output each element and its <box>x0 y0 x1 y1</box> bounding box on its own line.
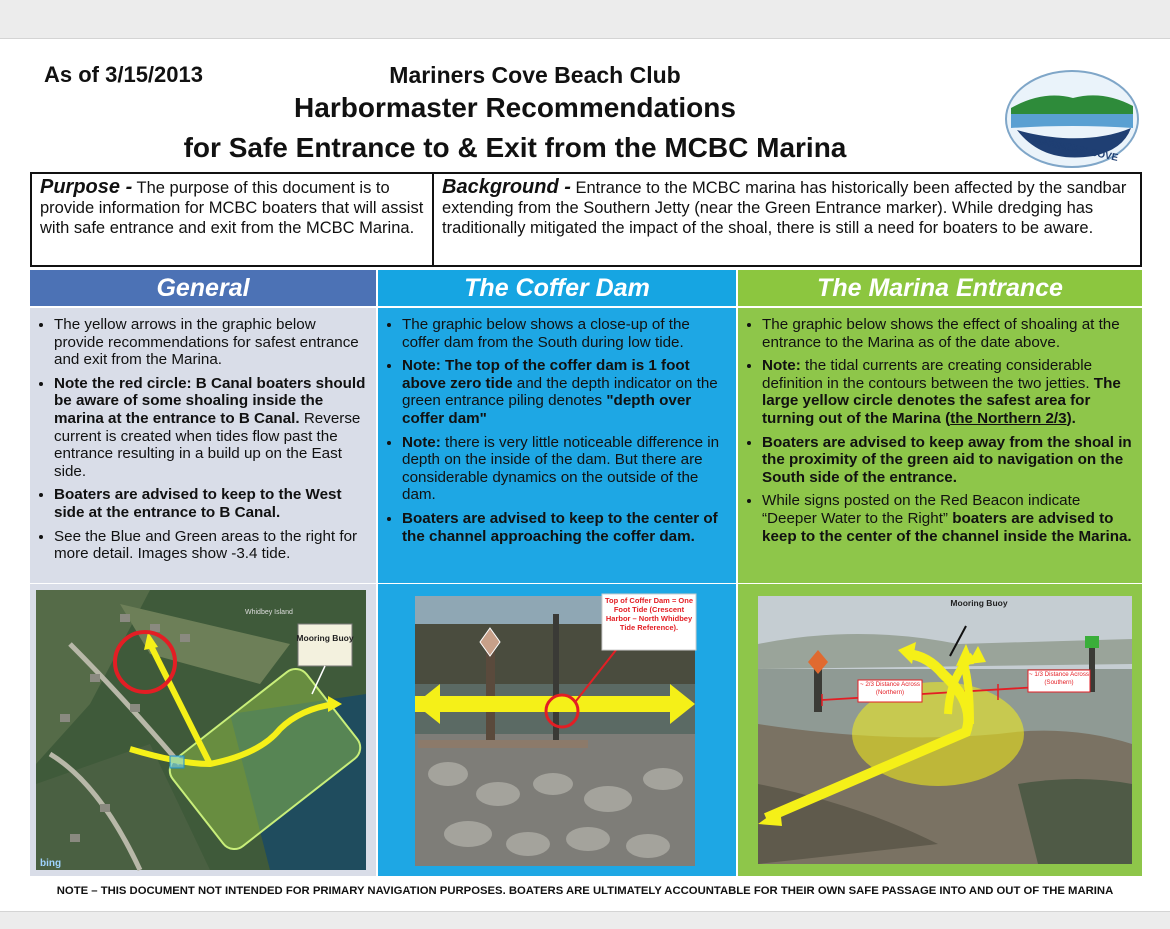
disclaimer-footer: NOTE – THIS DOCUMENT NOT INTENDED FOR PRIMARY NAVIGATION PURPOSES. BOATERS ARE ULTIMATELY ACCOUNTABLE FOR THEIR OWN SAFE PASSAGE INTO AND OUT OF THE MARINA <box>56 885 1114 897</box>
list-item: • Boaters are advised to keep to the center of the channel approaching the coffer dam. <box>402 510 726 545</box>
purpose-label: Purpose - <box>40 176 133 198</box>
list-item: • Boaters are advised to keep away from the shoal in the proximity of the green aid to navigation on the South side of the entrance. <box>762 434 1132 487</box>
title-club: Mariners Cove Beach Club <box>389 62 681 88</box>
logo-text: MARINERS' COVE <box>1031 135 1120 164</box>
coffer-dam-image <box>378 584 736 876</box>
list-item: • Note: the tidal currents are creating considerable definition in the contours between the two jetties. The large yellow circle denotes the safest area for turning out of the Marina (the Northern 2/3). <box>762 357 1132 427</box>
marina-entrance-image <box>738 584 1142 876</box>
mooring-buoy-label: Mooring Buoy <box>950 598 1008 608</box>
northern-distance-label: ~ 2/3 Distance Across (Northern) <box>859 681 920 696</box>
marina-entrance-header: The Marina Entrance <box>738 270 1142 306</box>
aerial-map-image <box>30 584 376 876</box>
list-item: • The graphic below shows a close-up of the coffer dam from the South during low tide. <box>402 316 726 351</box>
background-label: Background - <box>442 176 571 198</box>
title-recommendations: Harbormaster Recommendations <box>294 92 736 123</box>
mooring-buoy-label: Mooring Buoy <box>296 633 354 643</box>
general-body <box>30 308 376 583</box>
list-item: • While signs posted on the Red Beacon indicate “Deeper Water to the Right” boaters are advised to keep to the center of the channel inside the Marina. <box>762 492 1132 545</box>
general-header: General <box>30 270 376 306</box>
list-item: • The yellow arrows in the graphic below provide recommendations for safest entrance and exit from the Marina. <box>54 316 366 369</box>
southern-distance-label: ~ 1/3 Distance Across (Southern) <box>1029 671 1089 686</box>
list-item: • See the Blue and Green areas to the right for more detail. Images show -3.4 tide. <box>54 528 366 563</box>
list-item: • Note: The top of the coffer dam is 1 foot above zero tide and the depth indicator on the green entrance piling denotes "depth over coffer dam" <box>402 357 726 427</box>
coffer-dam-header: The Coffer Dam <box>378 270 736 306</box>
coffer-dam-callout: Top of Coffer Dam = One Foot Tide (Crescent Harbor – North Whidbey Tide Reference). <box>605 596 693 632</box>
purpose-text: The purpose of this document is to provide information for MCBC boaters that will assist with safe entrance and exit from the MCBC Marina. <box>40 179 424 237</box>
marina-entrance-body <box>738 308 1142 583</box>
coffer-dam-body <box>378 308 736 583</box>
date-label: As of 3/15/2013 <box>44 62 203 87</box>
background-box <box>434 172 1142 267</box>
bing-watermark: bing <box>40 858 62 869</box>
list-item: • Note the red circle: B Canal boaters should be aware of some shoaling inside the marina at the entrance to B Canal. Reverse current is created when tides flow past the entrance resulting in a build up on the East side. <box>54 375 366 481</box>
list-item: • Boaters are advised to keep to the West side at the entrance to B Canal. <box>54 486 366 521</box>
list-item: • The graphic below shows the effect of shoaling at the entrance to the Marina as of the date above. <box>762 316 1132 351</box>
title-subtitle: for Safe Entrance to & Exit from the MCBC Marina <box>183 132 847 163</box>
list-item: • Note: there is very little noticeable difference in depth on the inside of the dam. But there are considerable dynamics on the outside of the dam. <box>402 434 726 504</box>
mariners-cove-logo <box>1003 68 1141 170</box>
background-text: Entrance to the MCBC marina has historically been affected by the sandbar extending from the Southern Jetty (near the Green Entrance marker). While dredging has traditionally mitigated the impact of the shoal, there is still a need for boaters to be aware. <box>442 179 1127 237</box>
map-place-label: Whidbey Island <box>245 609 293 616</box>
purpose-box <box>30 172 434 267</box>
